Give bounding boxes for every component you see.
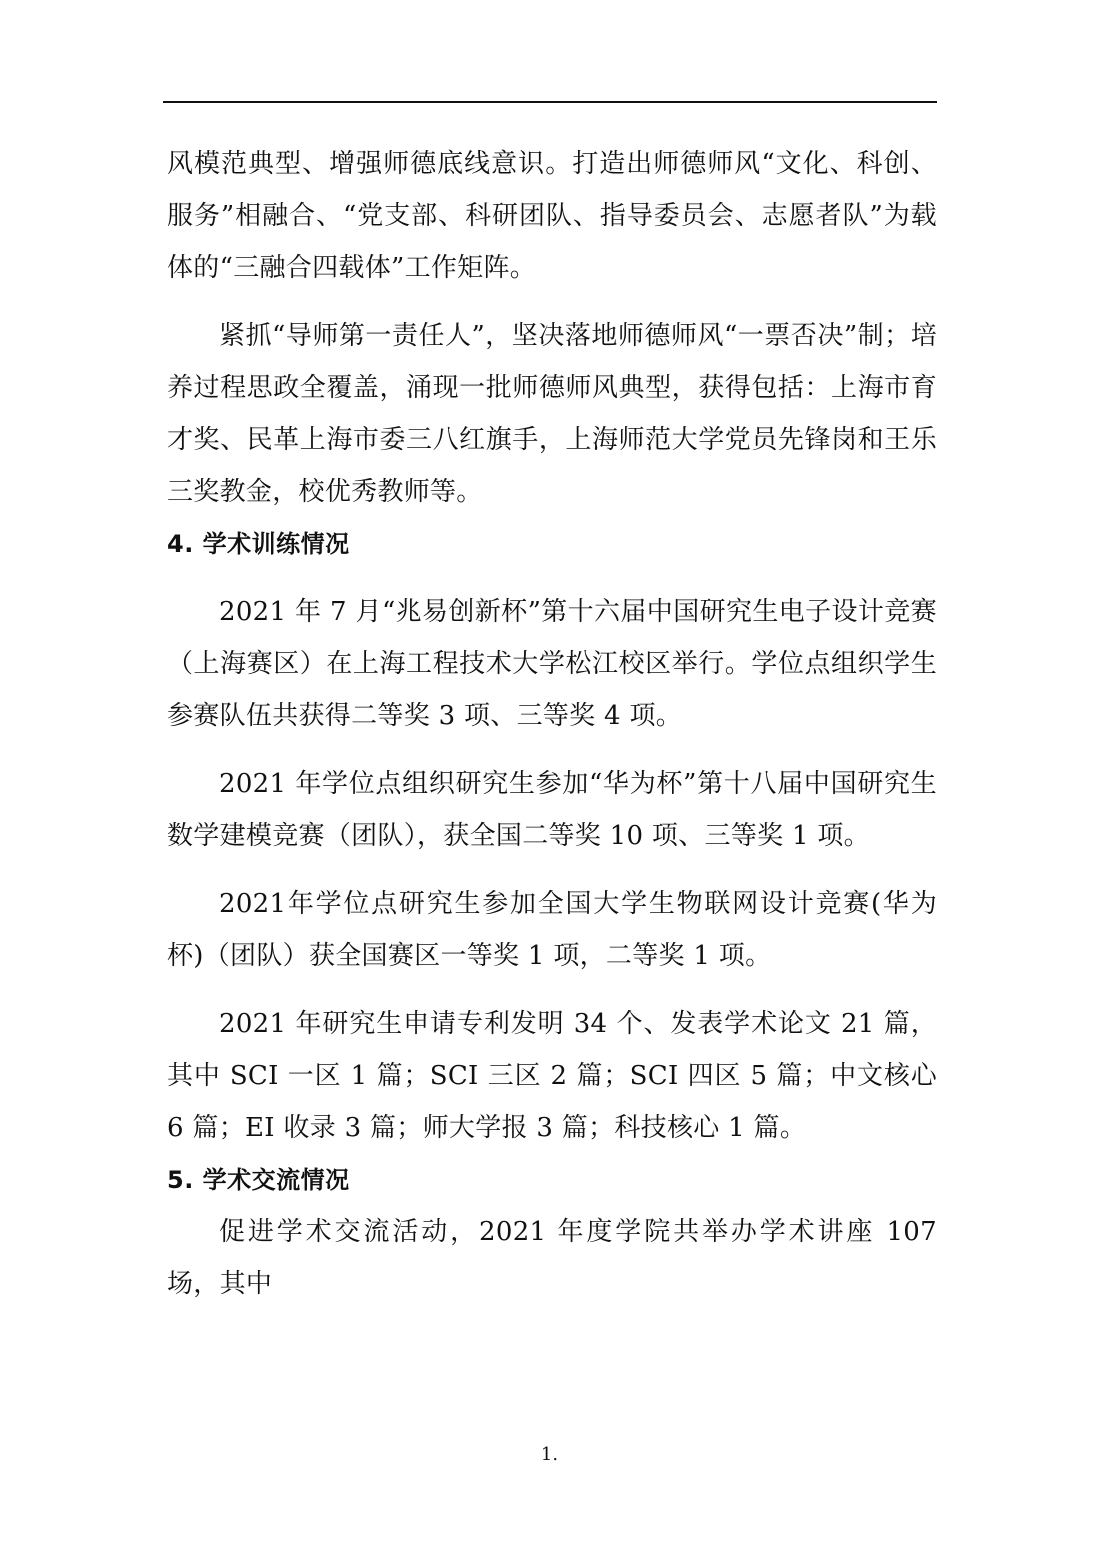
- section-heading-academic-training: 4. 学术训练情况: [167, 530, 350, 558]
- paragraph-academic-lectures: 促进学术交流活动，2021 年度学院共举办学术讲座 107 场，其中: [167, 1217, 937, 1299]
- page-body: [167, 138, 937, 1310]
- paragraph-mentor-responsibility: 紧抓“导师第一责任人”，坚决落地师德师风“一票否决”制；培养过程思政全覆盖，涌现一批师德师风典型，获得包括：上海市育才奖、民革上海市委三八红旗手，上海师范大学党员先锋岗和王乐三奖教金，校优秀教师等。: [167, 321, 937, 507]
- section-heading-academic-exchange: 5. 学术交流情况: [167, 1166, 350, 1194]
- page-number: 1.: [540, 1444, 559, 1465]
- paragraph-continuation: 风模范典型、增强师德底线意识。打造出师德师风“文化、科创、服务”相融合、“党支部、科研团队、指导委员会、志愿者队”为载体的“三融合四载体”工作矩阵。: [167, 149, 937, 283]
- paragraph-iot-design-contest: 2021年学位点研究生参加全国大学生物联网设计竞赛(华为杯)（团队）获全国赛区一等奖 1 项，二等奖 1 项。: [167, 889, 937, 971]
- paragraph-patents-papers: 2021 年研究生申请专利发明 34 个、发表学术论文 21 篇，其中 SCI 一区 1 篇；SCI 三区 2 篇；SCI 四区 5 篇；中文核心 6 篇；EI 收录 3 篇；师大学报 3 篇；科技核心 1 篇。: [167, 1009, 937, 1143]
- paragraph-math-modeling-contest: 2021 年学位点组织研究生参加“华为杯”第十八届中国研究生数学建模竞赛（团队），获全国二等奖 10 项、三等奖 1 项。: [167, 769, 937, 851]
- paragraph-electronic-design-contest: 2021 年 7 月“兆易创新杯”第十六届中国研究生电子设计竞赛（上海赛区）在上海工程技术大学松江校区举行。学位点组织学生参赛队伍共获得二等奖 3 项、三等奖 4 项。: [167, 597, 937, 731]
- header-rule: [163, 101, 937, 103]
